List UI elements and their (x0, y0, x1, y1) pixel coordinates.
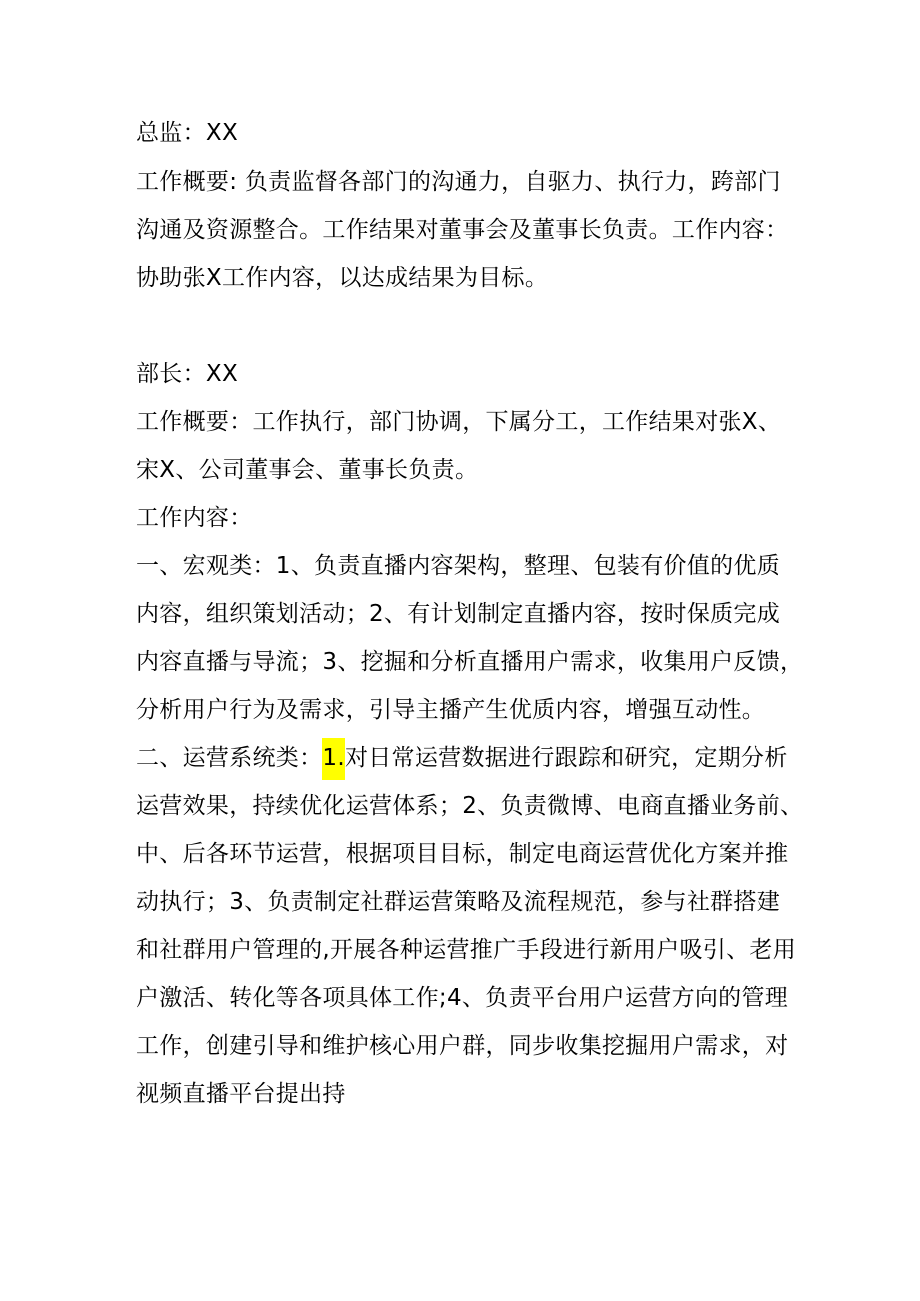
macro-line: 分析用户行为及需求，引导主播产生优质内容，增强互动性。 (136, 697, 766, 723)
ops-line: 工作，创建引导和维护核心用户群，同步收集挖掘用户需求，对 (136, 1033, 789, 1059)
ops-line: 视频直播平台提出持 (136, 1081, 346, 1107)
highlighted-number: 1. (322, 738, 345, 780)
director-summary-line: 工作概要: 负责监督各部门的沟通力，自驱力、执行力，跨部门 (136, 169, 781, 195)
ops-prefix: 二、运营系统类： (136, 745, 323, 771)
macro-line: 内容直播与导流；3、挖掘和分析直播用户需求，收集用户反馈， (136, 649, 804, 675)
director-title: 总监：XX (136, 120, 239, 146)
macro-line: 内容，组织策划活动；2、有计划制定直播内容，按时保质完成 (136, 601, 781, 627)
minister-summary-line: 工作概要：工作执行，部门协调，下属分工，工作结果对张X、 (136, 409, 782, 435)
ops-suffix: 对日常运营数据进行跟踪和研究，定期分析 (344, 745, 788, 771)
ops-line: 户激活、转化等各项具体工作;4、负责平台用户运营方向的管理 (136, 985, 789, 1011)
minister-title: 部长：XX (136, 361, 239, 387)
ops-line: 运营效果，持续优化运营体系；2、负责微博、电商直播业务前、 (136, 793, 804, 819)
ops-line: 动执行；3、负责制定社群运营策略及流程规范，参与社群搭建 (136, 889, 781, 915)
director-summary-line: 协助张X工作内容，以达成结果为目标。 (136, 265, 549, 291)
ops-first-line (136, 742, 796, 774)
ops-line: 和社群用户管理的,开展各种运营推广手段进行新用户吸引、老用 (136, 937, 797, 963)
content-heading: 工作内容： (136, 505, 253, 531)
macro-line: 一、宏观类：1、负责直播内容架构，整理、包装有价值的优质 (136, 553, 781, 579)
director-summary-line: 沟通及资源整合。工作结果对董事会及董事长负责。工作内容： (136, 217, 789, 243)
minister-summary-line: 宋X、公司董事会、董事长负责。 (136, 457, 479, 483)
ops-line: 中、后各环节运营，根据项目目标，制定电商运营优化方案并推 (136, 841, 789, 867)
